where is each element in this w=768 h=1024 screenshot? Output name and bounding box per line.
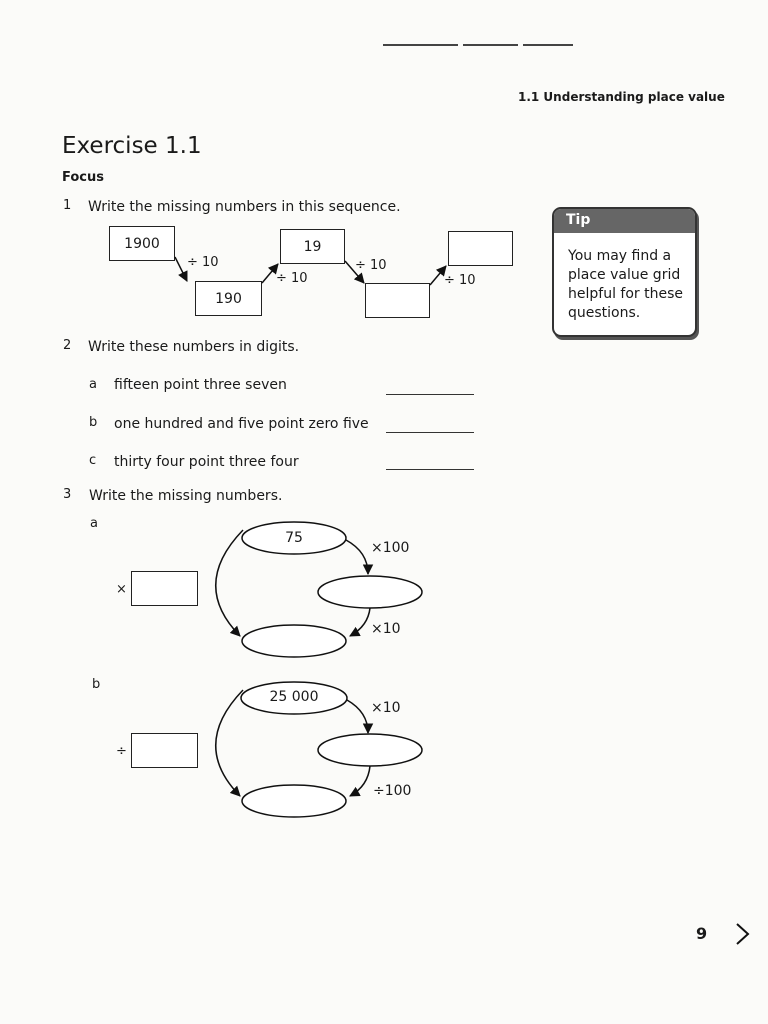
operation-label: ÷ 10	[444, 273, 476, 288]
part-text: thirty four point three four	[114, 454, 299, 470]
start-value: 25 000	[269, 689, 319, 705]
part-text: one hundred and five point zero five	[114, 416, 369, 432]
operation-label: ×	[116, 582, 127, 597]
sequence-box: 1900	[109, 226, 175, 261]
operation-label: ÷ 10	[355, 258, 387, 273]
question-text: Write the missing numbers in this sequence.	[88, 199, 401, 215]
answer-oval	[318, 734, 422, 766]
arrow	[346, 540, 368, 574]
part-letter: c	[89, 453, 97, 468]
operation-label: ÷ 10	[276, 271, 308, 286]
page-title: Exercise 1.1	[62, 133, 202, 159]
part-letter: b	[92, 677, 101, 692]
question-number: 1	[63, 198, 72, 213]
question-number: 3	[63, 487, 72, 502]
operation-label: ÷	[116, 744, 127, 759]
chevron-right-icon[interactable]	[733, 918, 753, 950]
arrow	[350, 766, 370, 796]
tip-heading: Tip	[554, 209, 695, 233]
tip-body: You may find a place value grid helpful for these questions.	[568, 248, 683, 321]
operation-label: ÷100	[373, 783, 412, 799]
sequence-arrow	[430, 266, 446, 285]
answer-oval	[318, 576, 422, 608]
sequence-arrow	[262, 264, 278, 283]
page-number: 9	[696, 924, 708, 943]
arrow	[350, 608, 370, 636]
part-letter: a	[90, 516, 98, 531]
sequence-arrow	[175, 257, 187, 281]
running-head: 1.1 Understanding place value	[518, 90, 725, 104]
sequence-arrow	[345, 261, 364, 283]
start-value: 75	[285, 530, 303, 546]
part-text: fifteen point three seven	[114, 377, 287, 393]
part-letter: a	[89, 377, 97, 392]
question-text: Write these numbers in digits.	[88, 339, 300, 355]
question-number: 2	[63, 338, 72, 353]
sequence-box: 19	[280, 229, 345, 264]
answer-oval	[242, 625, 346, 657]
answer-oval	[242, 785, 346, 817]
arrow	[347, 700, 368, 733]
arrow	[216, 530, 243, 636]
section-heading: Focus	[62, 170, 104, 185]
part-letter: b	[89, 415, 98, 430]
operation-label: ×10	[371, 700, 401, 716]
answer-box[interactable]	[131, 571, 198, 606]
question-text: Write the missing numbers.	[89, 488, 283, 504]
answer-box[interactable]	[131, 733, 198, 768]
operation-label: ÷ 10	[187, 255, 219, 270]
operation-label: ×10	[371, 621, 401, 637]
operation-label: ×100	[371, 540, 410, 556]
arrow	[216, 690, 243, 796]
sequence-box: 190	[195, 281, 262, 316]
